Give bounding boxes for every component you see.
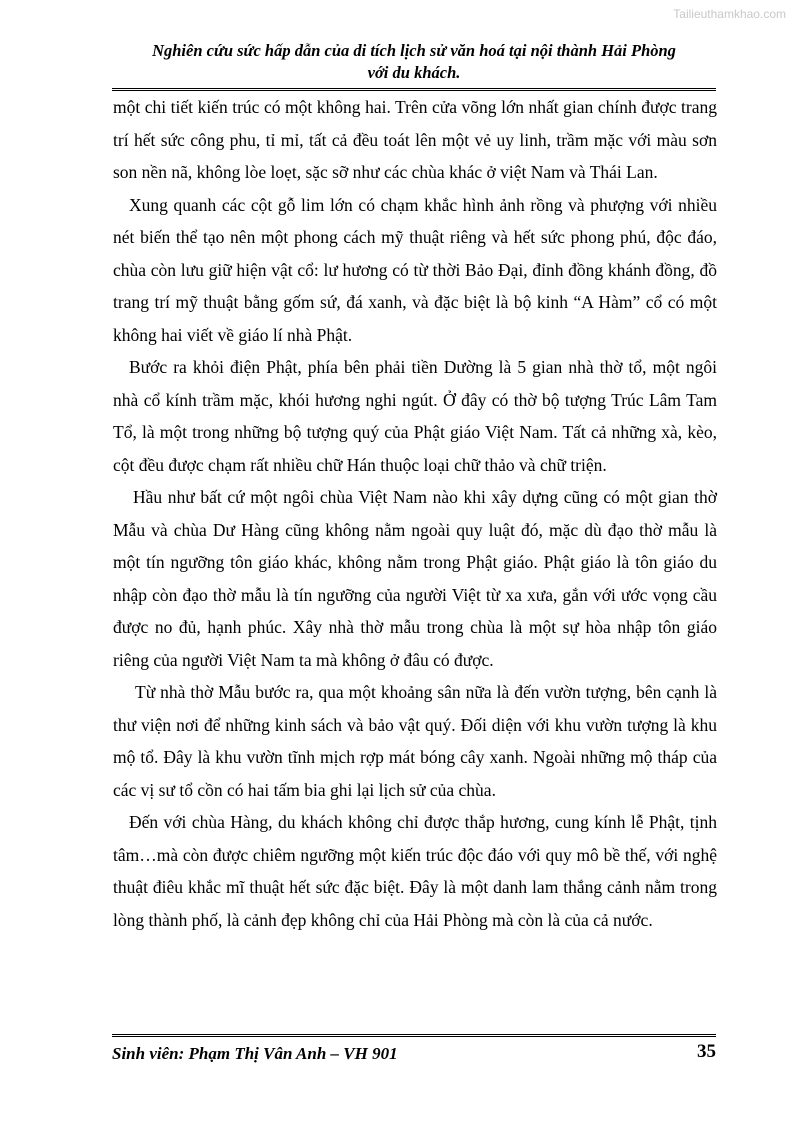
page-number: 35 (697, 1041, 716, 1062)
body-text (113, 91, 717, 936)
header-title-line-2: với du khách. (367, 63, 461, 82)
header-title-line-1: Nghiên cứu sức hấp dẫn của di tích lịch sử văn hoá tại nội thành Hải Phòng (152, 41, 676, 60)
page-header (112, 40, 716, 84)
footer-divider (112, 1034, 716, 1037)
watermark: Tailieuthamkhao.com (673, 7, 786, 21)
paragraph-3: Bước ra khỏi điện Phật, phía bên phải tiền Dường là 5 gian nhà thờ tổ, một ngôi nhà cổ kính trầm mặc, khói hương nghi ngút. Ở đây có thờ bộ tượng Trúc Lâm Tam Tổ, là một trong những bộ tượng quý của Phật giáo Việt Nam. Tất cả những xà, kèo, cột đều được chạm rất nhiều chữ Hán thuộc loại chữ thảo và chữ triện. (113, 357, 717, 475)
paragraph-2: Xung quanh các cột gỗ lim lớn có chạm khắc hình ảnh rồng và phượng với nhiều nét biến thể tạo nên một phong cách mỹ thuật riêng và hết sức phong phú, độc đáo, chùa còn lưu giữ hiện vật cổ: lư hương có từ thời Bảo Đại, đỉnh đồng khánh đồng, đồ trang trí mỹ thuật bằng gốm sứ, đá xanh, và đặc biệt là bộ kinh “A Hàm” cổ có một không hai viết về giáo lí nhà Phật. (113, 194, 717, 345)
paragraph-6: Đến với chùa Hàng, du khách không chỉ được thắp hương, cung kính lễ Phật, tịnh tâm…mà còn được chiêm ngưỡng một kiến trúc độc đáo với quy mô bề thế, với nghệ thuật điêu khắc mĩ thuật hết sức đặc biệt. Đây là một danh lam thắng cảnh nằm trong lòng thành phố, là cảnh đẹp không chỉ của Hải Phòng mà còn là của cả nước. (113, 812, 717, 930)
paragraph-5: Từ nhà thờ Mẫu bước ra, qua một khoảng sân nữa là đến vườn tượng, bên cạnh là thư viện nơi để những kinh sách và bảo vật quý. Đối diện với khu vườn tượng là khu mộ tổ. Đây là khu vườn tĩnh mịch rợp mát bóng cây xanh. Ngoài những mộ tháp của các vị sư tổ cồn có hai tấm bia ghi lại lịch sử của chùa. (113, 682, 717, 800)
footer-author: Sinh viên: Phạm Thị Vân Anh – VH 901 (112, 1044, 398, 1063)
paragraph-1: một chi tiết kiến trúc có một không hai. Trên cửa võng lớn nhất gian chính được trang trí hết sức công phu, tỉ mỉ, tất cả đều toát lên một vẻ uy linh, trầm mặc với màu sơn son nền nã, không lòe loẹt, sặc sỡ như các chùa khác ở việt Nam và Thái Lan. (113, 97, 717, 182)
paragraph-4: Hầu như bất cứ một ngôi chùa Việt Nam nào khi xây dựng cũng có một gian thờ Mẫu và chùa Dư Hàng cũng không nằm ngoài quy luật đó, mặc dù đạo thờ mẫu là một tín ngưỡng tôn giáo khác, không nằm trong Phật giáo. Phật giáo là tôn giáo du nhập còn đạo thờ mẫu là tín ngưỡng của người Việt từ xa xưa, gắn với ước vọng cầu được no đủ, hạnh phúc. Xây nhà thờ mẫu trong chùa là một sự hòa nhập tôn giáo riêng của người Việt Nam ta mà không ở đâu có được. (113, 487, 717, 670)
